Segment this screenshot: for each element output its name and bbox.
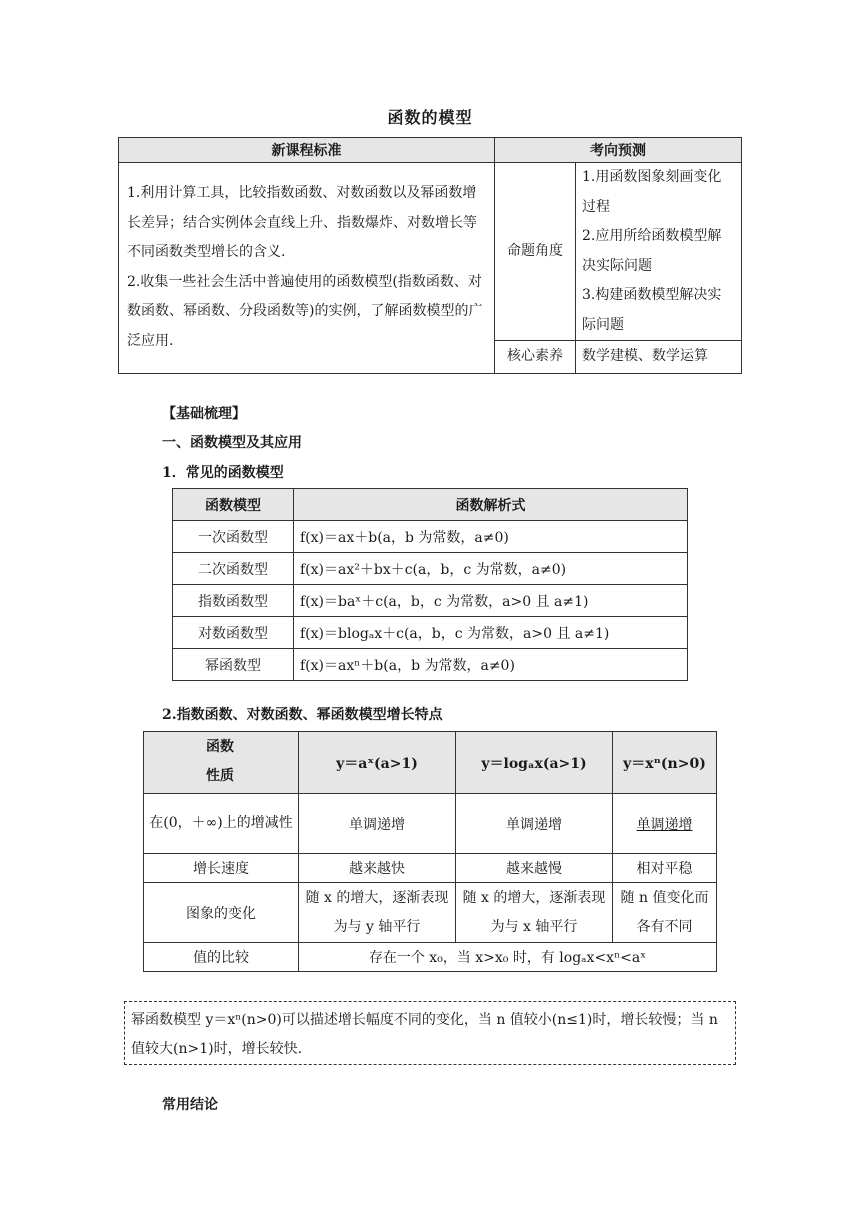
model-formula: f(x)＝ax²＋bx＋c(a，b，c 为常数，a≠0)	[294, 553, 688, 585]
cell-value: 相对平稳	[613, 854, 717, 883]
standards-header: 新课程标准	[119, 138, 495, 163]
cell-value: 单调递增	[613, 794, 717, 854]
model-formula: f(x)＝axⁿ＋b(a，b 为常数，a≠0)	[294, 649, 688, 681]
standard-item-2: 2.收集一些社会生活中普遍使用的函数模型(指数函数、对数函数、幂函数、分段函数等)的实例，了解函数模型的广泛应用.	[127, 273, 483, 349]
row-label-graph-change: 图象的变化	[144, 883, 299, 943]
table-row	[173, 585, 688, 617]
model-formula: f(x)＝blogₐx＋c(a，b，c 为常数，a>0 且 a≠1)	[294, 617, 688, 649]
standards-content	[119, 163, 495, 374]
model-name: 对数函数型	[173, 617, 294, 649]
curriculum-standards-table	[118, 137, 742, 374]
cell-value: 随 x 的增大，逐渐表现为与 x 轴平行	[456, 883, 613, 943]
literacy-label: 核心素养	[495, 341, 576, 374]
subsection-2-heading: 2.指数函数、对数函数、幂函数模型增长特点	[162, 707, 443, 723]
forecast-header: 考向预测	[495, 138, 742, 163]
table-row	[144, 883, 717, 943]
models-header-formula: 函数解析式	[294, 489, 688, 521]
cell-value: 随 x 的增大，逐渐表现为与 y 轴平行	[299, 883, 456, 943]
col-header-logarithmic: y＝logₐx(a>1)	[456, 732, 613, 794]
table-row	[173, 649, 688, 681]
subsection-1-heading: 1．常见的函数模型	[162, 465, 284, 481]
angle-label: 命题角度	[495, 163, 576, 341]
model-formula: f(x)＝ax＋b(a，b 为常数，a≠0)	[294, 521, 688, 553]
table-row	[173, 553, 688, 585]
model-formula: f(x)＝baˣ＋c(a，b，c 为常数，a>0 且 a≠1)	[294, 585, 688, 617]
conclusion-heading: 常用结论	[162, 1097, 218, 1113]
cell-value-merged: 存在一个 x₀，当 x>x₀ 时，有 logₐx<xⁿ<aˣ	[299, 943, 717, 972]
table-row	[173, 521, 688, 553]
cell-value: 越来越慢	[456, 854, 613, 883]
cell-value: 越来越快	[299, 854, 456, 883]
corner-function-label: 函数	[206, 739, 234, 755]
basics-heading: 【基础梳理】	[162, 406, 246, 422]
corner-property-label: 性质	[206, 768, 234, 784]
col-header-exponential: y＝aˣ(a>1)	[299, 732, 456, 794]
page-title: 函数的模型	[387, 108, 473, 127]
col-header-power: y＝xⁿ(n>0)	[613, 732, 717, 794]
corner-header	[144, 732, 299, 794]
standard-item-1: 1.利用计算工具，比较指数函数、对数函数以及幂函数增长差异；结合实例体会直线上升、指数爆炸、对数增长等不同函数类型增长的含义.	[127, 185, 477, 261]
cell-value: 随 n 值变化而各有不同	[613, 883, 717, 943]
cell-value: 单调递增	[456, 794, 613, 854]
model-name: 指数函数型	[173, 585, 294, 617]
row-label-speed: 增长速度	[144, 854, 299, 883]
models-header-type: 函数模型	[173, 489, 294, 521]
model-name: 二次函数型	[173, 553, 294, 585]
function-models-table	[172, 488, 688, 681]
cell-value: 单调递增	[299, 794, 456, 854]
growth-comparison-table	[143, 731, 717, 972]
row-label-monotonicity: 在(0，＋∞)上的增减性	[144, 794, 299, 854]
power-function-note: 幂函数模型 y＝xⁿ(n>0)可以描述增长幅度不同的变化，当 n 值较小(n≤1)时，增长较慢；当 n 值较大(n>1)时，增长较快.	[124, 1001, 736, 1065]
table-row	[144, 794, 717, 854]
angle-items	[576, 163, 742, 341]
table-row	[144, 854, 717, 883]
row-label-value-compare: 值的比较	[144, 943, 299, 972]
angle-item-2: 2.应用所给函数模型解决实际问题	[582, 228, 722, 274]
table-row	[144, 943, 717, 972]
section-1-heading: 一、函数模型及其应用	[162, 435, 302, 451]
model-name: 一次函数型	[173, 521, 294, 553]
angle-item-3: 3.构建函数模型解决实际问题	[582, 287, 722, 333]
angle-item-1: 1.用函数图象刻画变化过程	[582, 169, 722, 215]
literacy-value: 数学建模、数学运算	[576, 341, 742, 374]
model-name: 幂函数型	[173, 649, 294, 681]
table-row	[173, 617, 688, 649]
